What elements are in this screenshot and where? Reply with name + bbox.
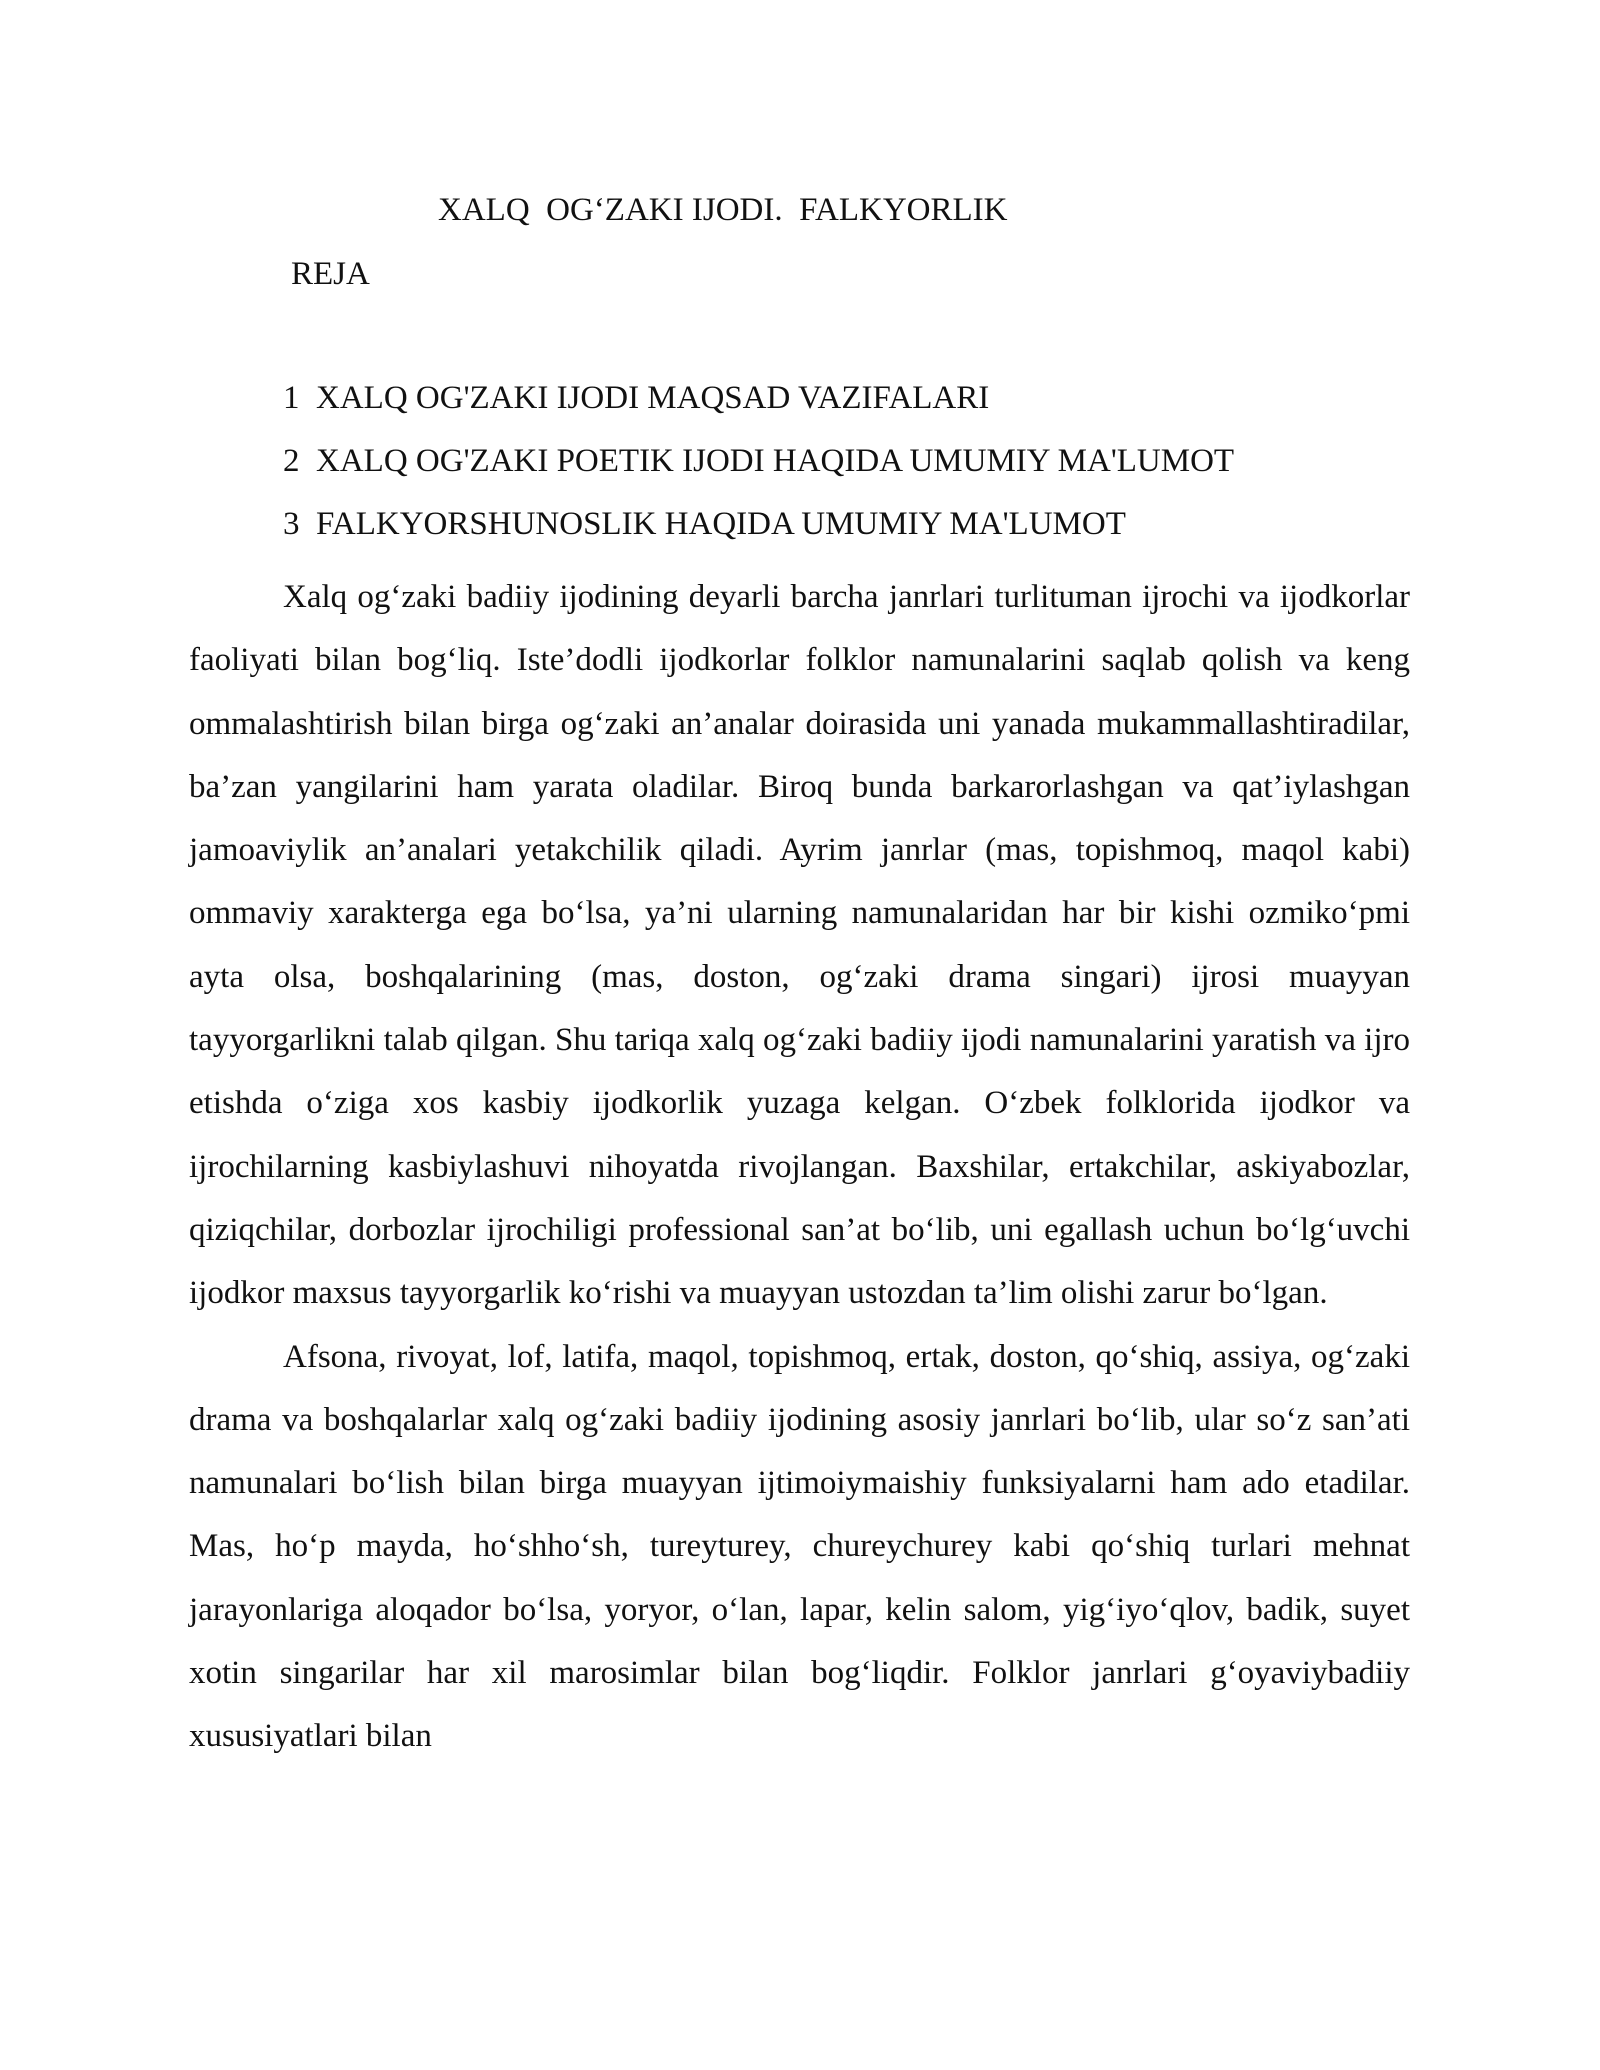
body-text: [189, 566, 1410, 1769]
plan-item: 3 FALKYORSHUNOSLIK HAQIDA UMUMIY MA'LUMOT: [283, 506, 1126, 542]
paragraph: Afsona, rivoyat, lof, latifa, maqol, topishmoq, ertak, doston, qo‘shiq, assiya, og‘zaki drama va boshqalarlar xalq og‘zaki badiiy ijodining asosiy janrlari bo‘lib, ular so‘z san’ati namunalari bo‘lish bilan birga muayyan ijtimoiymaishiy funksiyalarni ham ado etadilar. Mas, ho‘p mayda, ho‘shho‘sh, tureyturey, chureychurey kabi qo‘shiq turlari mehnat jarayonlariga aloqador bo‘lsa, yoryor, o‘lan, lapar, kelin salom, yig‘iyo‘qlov, badik, suyet xotin singarilar har xil marosimlar bilan bog‘liqdir. Folklor janrlari g‘oyaviybadiiy xususiyatlari bilan: [189, 1338, 1410, 1755]
plan-item: 2 XALQ OG'ZAKI POETIK IJODI HAQIDA UMUMIY MA'LUMOT: [283, 443, 1235, 479]
plan-item: 1 XALQ OG'ZAKI IJODI MAQSAD VAZIFALARI: [283, 380, 990, 416]
plan-list: [283, 374, 1234, 563]
plan-heading: REJA: [291, 256, 370, 292]
document-title: XALQ OG‘ZAKI IJODI. FALKYORLIK: [438, 192, 1008, 228]
paragraph: Xalq og‘zaki badiiy ijodining deyarli barcha janrlari turlituman ijrochi va ijodkorlar faoliyati bilan bog‘liq. Iste’dodli ijodkorlar folklor namunalarini saqlab qolish va keng ommalashtirish bilan birga og‘zaki an’analar doirasida uni yanada mukammallashtiradilar, ba’zan yangilarini ham yarata oladilar. Biroq bunda barkarorlashgan va qat’iylashgan jamoaviylik an’analari yetakchilik qiladi. Ayrim janrlar (mas, topishmoq, maqol kabi) ommaviy xarakterga ega bo‘lsa, ya’ni ularning namunalaridan har bir kishi ozmiko‘pmi ayta olsa, boshqalarining (mas, doston, og‘zaki drama singari) ijrosi muayyan tayyorgarlikni talab qilgan. Shu tariqa xalq og‘zaki badiiy ijodi namunalarini yaratish va ijro etishda o‘ziga xos kasbiy ijodkorlik yuzaga kelgan. O‘zbek folklorida ijodkor va ijrochilarning kasbiylashuvi nihoyatda rivojlangan. Baxshilar, ertakchilar, askiyabozlar, qiziqchilar, dorbozlar ijrochiligi professional san’at bo‘lib, uni egallash uchun bo‘lg‘uvchi ijodkor maxsus tayyorgarlik ko‘rishi va muayyan ustozdan ta’lim olishi zarur bo‘lgan.: [189, 579, 1410, 1312]
